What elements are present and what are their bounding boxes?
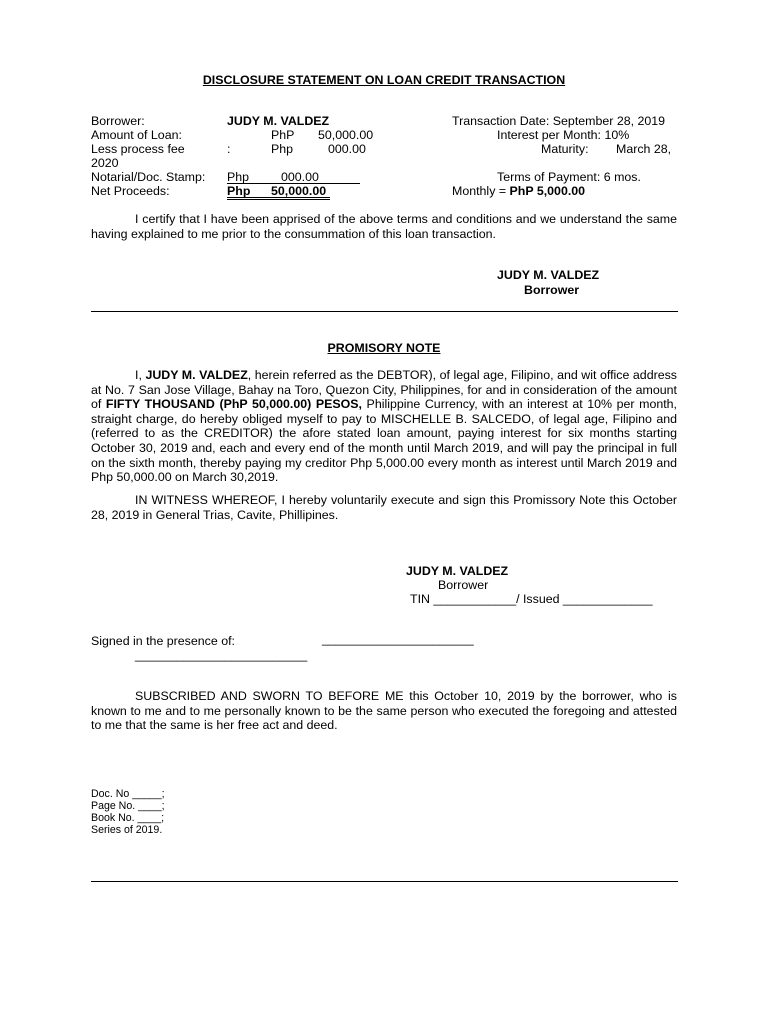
process-fee-value: 000.00 [328,142,366,156]
stamp-currency: Php [227,170,250,184]
stamp-amount-underline [227,170,360,184]
promissory-paragraph [91,368,677,485]
stamp-label: Notarial/Doc. Stamp: [91,170,206,184]
net-proceeds-value: 50,000.00 [271,184,327,198]
borrower-name: JUDY M. VALDEZ [227,114,330,128]
p1-amount: FIFTY THOUSAND (PhP 50,000.00) PESOS, [105,397,362,412]
net-proceeds-amount [227,184,330,200]
section-divider [91,311,678,312]
page-number: Page No. ____; [91,800,165,812]
p1-intro: I, [135,368,146,382]
transaction-date: Transaction Date: September 28, 2019 [452,114,666,128]
amount-value: 50,000.00 [318,128,374,142]
terms-of-payment: Terms of Payment: 6 mos. [497,170,641,184]
disclosure-signature-role: Borrower [524,283,580,297]
net-proceeds-currency: Php [227,184,251,198]
process-fee-currency: Php [271,142,294,156]
interest-per-month: Interest per Month: 10% [497,128,630,142]
tin-issued-line: TIN ____________/ Issued _____________ [410,592,653,606]
book-number: Book No. ____; [91,812,165,824]
stamp-value: 000.00 [281,170,319,184]
promissory-signature-name: JUDY M. VALDEZ [406,564,509,578]
promissory-signature-role: Borrower [438,578,489,592]
witness-signature-line-2: _________________________ [135,648,308,662]
doc-number: Doc. No _____; [91,788,165,800]
disclosure-title: DISCLOSURE STATEMENT ON LOAN CREDIT TRANSACTION [202,73,566,87]
p1-body: , herein referred as the DEBTOR), of legal age, Filipino, and wit office address at No. 7 San Jose Village, Bahay na Toro, Quezon City, Philippines, for and in consideration of the amount of [91,368,677,412]
amount-currency: PhP [271,128,295,142]
maturity-value: March 28, [616,142,672,156]
subscribed-sworn-paragraph: SUBSCRIBED AND SWORN TO BEFORE ME this October 10, 2019 by the borrower, who is known to me and to me personally known to be the same person who executed the foregoing and attested to me that the same is her free act and deed. [91,689,677,733]
monthly-value: PhP 5,000.00 [509,184,586,198]
amount-label: Amount of Loan: [91,128,182,142]
p1-debtor-name: JUDY M. VALDEZ [145,368,248,382]
footer-divider [91,881,678,882]
monthly-payment [452,184,585,198]
process-fee-label: Less process fee [91,142,185,156]
net-proceeds-label: Net Proceeds: [91,184,170,198]
borrower-label: Borrower: [91,114,145,128]
p1-terms: Philippine Currency, with an interest at 10% per month, straight charge, do hereby obliged myself to pay to MISCHELLE B. SALCEDO, of legal age, Filipino and (referred to as the CREDITOR) the afore stated loan amount, paying interest for six months starting October 30, 2019 and, each and every end of the month until March 2019, and will pay the principal in full on the sixth month, thereby paying my creditor Php 5,000.00 every month as interest until March 2019 and Php 50,000.00 on March 30,2019. [91,397,678,485]
witness-signature-line-1: ______________________ [322,632,474,646]
maturity-label: Maturity: [541,142,589,156]
witness-label: Signed in the presence of: [91,634,235,648]
maturity-year: 2020 [91,156,119,170]
witness-whereof-paragraph: IN WITNESS WHEREOF, I hereby voluntarily execute and sign this Promissory Note this October 28, 2019 in General Trias, Cavite, Phillipines. [91,493,677,522]
disclosure-signature-name: JUDY M. VALDEZ [497,268,600,282]
promissory-title: PROMISORY NOTE [327,341,441,355]
certify-paragraph: I certify that I have been apprised of the above terms and conditions and we understand the same having explained to me prior to the consummation of this loan transaction. [91,212,677,241]
series-year: Series of 2019. [91,824,163,836]
monthly-label: Monthly = [452,184,510,198]
process-fee-colon: : [227,142,231,156]
